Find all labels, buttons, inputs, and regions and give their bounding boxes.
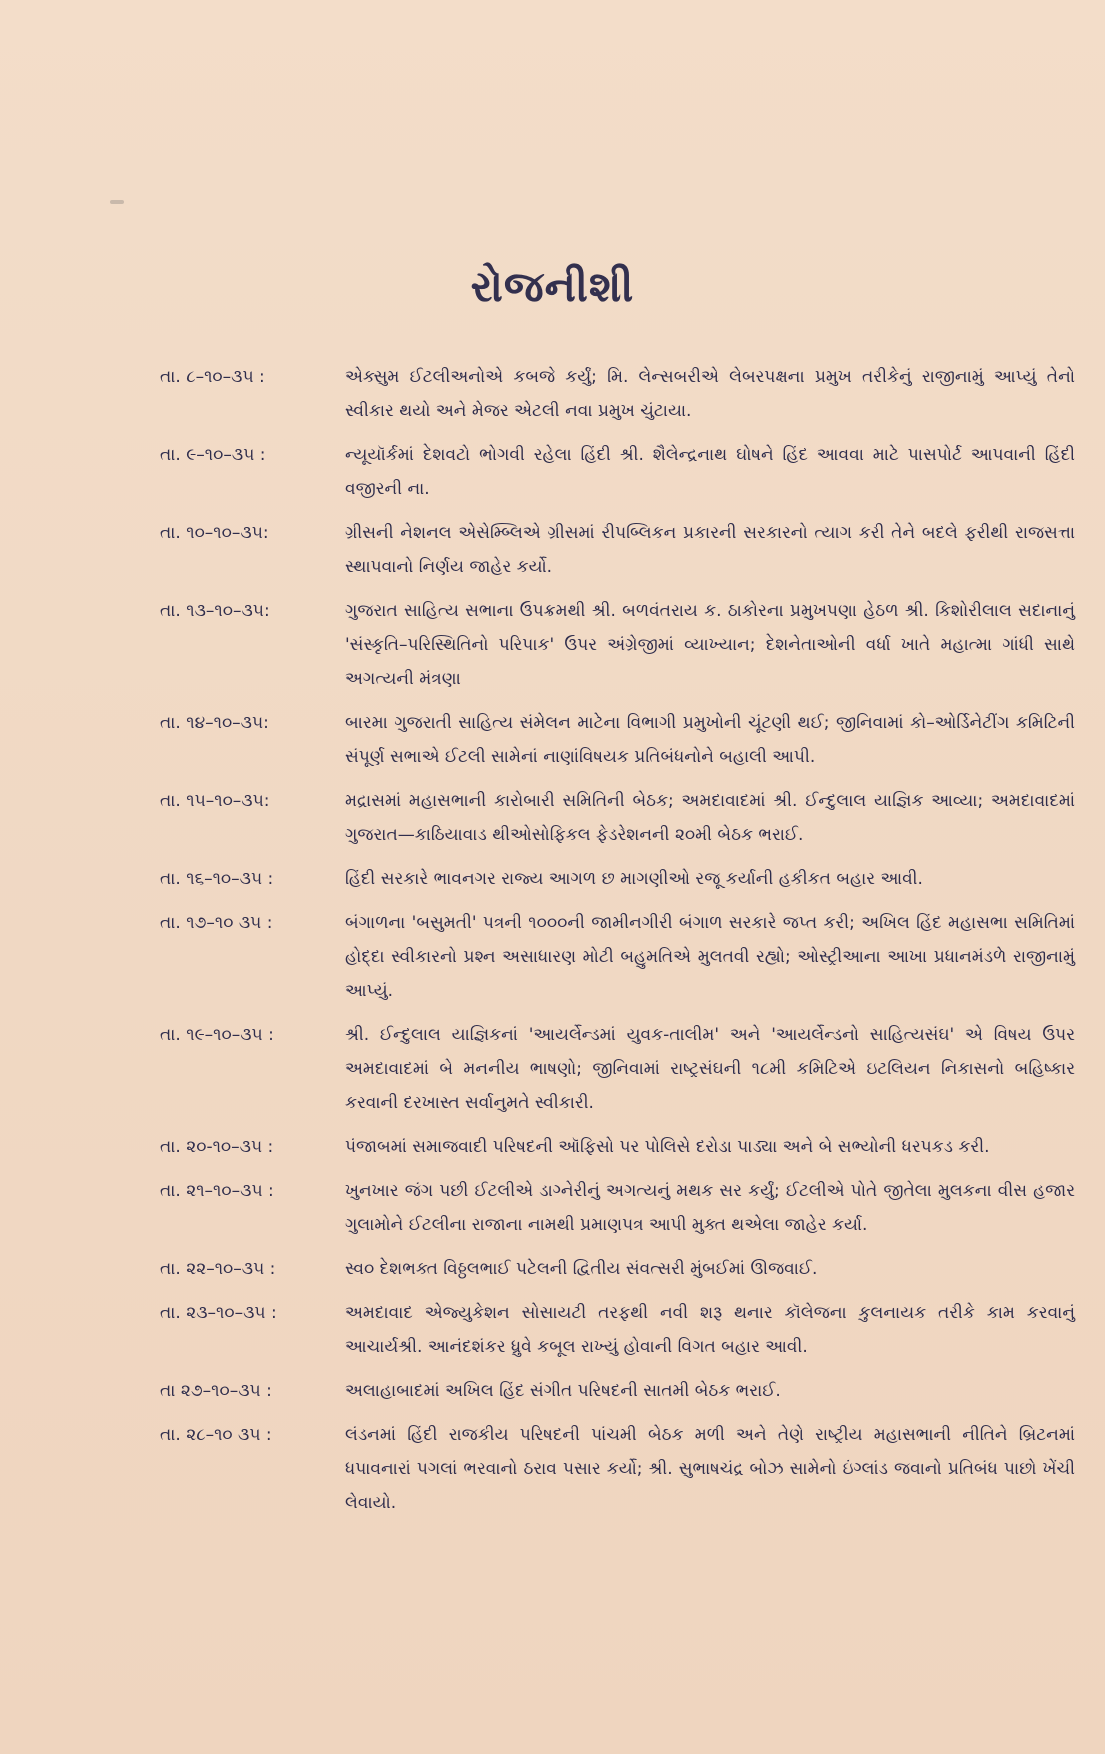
diary-entry [160, 1374, 1075, 1408]
entry-date: તા. ૮–૧૦–૩૫ : [160, 367, 265, 387]
entry-text: અમદાવાદ એજ્યુકેશન સોસાયટી તરફથી નવી શરૂ થનાર કૉલેજના કુલનાયક તરીકે કામ કરવાનું આચાર્યશ્રી. આનંદશંકર ધ્રુવે કબૂલ રાખ્યું હોવાની વિગત બહાર આવી. [345, 1303, 1075, 1357]
entry-text: ગ્રીસની નેશનલ એસેમ્બ્લિએ ગ્રીસમાં રીપબ્લિકન પ્રકારની સરકારનો ત્યાગ કરી તેને બદલે ફરીથી રાજસત્તા સ્થાપવાનો નિર્ણય જાહેર કર્યો. [345, 523, 1075, 577]
entry-date: તા ૨૭–૧૦–૩૫ : [160, 1381, 272, 1401]
entry-text: ગુજરાત સાહિત્ય સભાના ઉપક્રમથી શ્રી. બળવંતરાય ક. ઠાકોરના પ્રમુખપણા હેઠળ શ્રી. કિશોરીલાલ સદાનાનું 'સંસ્કૃતિ–પરિસ્થિતિનો પરિપાક' ઉપર અંગ્રેજીમાં વ્યાખ્યાન; દેશનેતાઓની વર્ધા ખાતે મહાત્મા ગાંધી સાથે અગત્યની મંત્રણા [345, 601, 1075, 689]
entry-text: બંગાળના 'બસુમતી' પત્રની ૧૦૦૦ની જામીનગીરી બંગાળ સરકારે જપ્ત કરી; અખિલ હિંદ મહાસભા સમિતિમાં હોદ્દા સ્વીકારનો પ્રશ્ન અસાધારણ મોટી બહુમતિએ મુલતવી રહ્યો; ઓસ્ટ્રીઆના આખા પ્રધાનમંડળે રાજીનામું આપ્યું. [345, 913, 1075, 1001]
diary-entry [160, 906, 1075, 1008]
entry-date: તા. ૨૩–૧૦–૩૫ : [160, 1303, 277, 1323]
entry-date: તા. ૯–૧૦–૩૫ : [160, 445, 266, 465]
entry-date: તા. ૧૬–૧૦–૩૫ : [160, 869, 274, 889]
entry-date: તા. ૧૫–૧૦–૩૫: [160, 791, 270, 811]
page-title: રોજનીશી [470, 262, 635, 311]
entry-text: શ્રી. ઈન્દુલાલ યાજ્ઞિકનાં 'આયર્લેન્ડમાં યુવક-તાલીમ' અને 'આયર્લેન્ડનો સાહિત્યસંઘ' એ વિષય ઉપર અમદાવાદમાં બે મનનીય ભાષણો; જીનિવામાં રાષ્ટ્રસંઘની ૧૮મી કમિટિએ ઇટલિયન નિકાસનો બહિષ્કાર કરવાની દરખાસ્ત સર્વાનુમતે સ્વીકારી. [345, 1025, 1075, 1113]
entry-text: બારમા ગુજરાતી સાહિત્ય સંમેલન માટેના વિભાગી પ્રમુખોની ચૂંટણી થઈ; જીનિવામાં કો–ઓર્ડિનેટીંગ કમિટિની સંપૂર્ણ સભાએ ઈટલી સામેનાં નાણાંવિષયક પ્રતિબંધનોને બહાલી આપી. [345, 713, 1075, 767]
diary-entry [160, 516, 1075, 584]
entry-text: હિંદી સરકારે ભાવનગર રાજ્ય આગળ છ માગણીઓ રજૂ કર્યાની હકીકત બહાર આવી. [345, 869, 923, 889]
diary-entry [160, 1296, 1075, 1364]
diary-entry [160, 1418, 1075, 1520]
diary-entry [160, 784, 1075, 852]
diary-entry [160, 594, 1075, 696]
entry-text: ખુનખાર જંગ પછી ઈટલીએ ડાગ્નેરીનું અગત્યનું મથક સર કર્યું; ઈટલીએ પોતે જીતેલા મુલકના વીસ હજાર ગુલામોને ઈટલીના રાજાના નામથી પ્રમાણપત્ર આપી મુક્ત થએલા જાહેર કર્યા. [345, 1181, 1075, 1235]
entry-date: તા. ૨૮–૧૦ ૩૫ : [160, 1425, 272, 1445]
diary-entry [160, 1130, 1075, 1164]
entry-text: એક્સુમ ઈટલીઅનોએ કબજે કર્યું; મિ. લેન્સબરીએ લેબરપક્ષના પ્રમુખ તરીકેનું રાજીનામું આપ્યું તેનો સ્વીકાર થયો અને મેજર એટલી નવા પ્રમુખ ચુંટાયા. [345, 367, 1075, 421]
entry-text: મદ્રાસમાં મહાસભાની કારોબારી સમિતિની બેઠક; અમદાવાદમાં શ્રી. ઈન્દુલાલ યાજ્ઞિક આવ્યા; અમદાવાદમાં ગુજરાત—કાઠિયાવાડ થીઓસોફિકલ ફેડરેશનની ૨૦મી બેઠક ભરાઈ. [345, 791, 1075, 845]
paper-stain [110, 200, 124, 204]
entry-text: લંડનમાં હિંદી રાજકીય પરિષદની પાંચમી બેઠક મળી અને તેણે રાષ્ટ્રીય મહાસભાની નીતિને બ્રિટનમાં ધપાવનારાં પગલાં ભરવાનો ઠરાવ પસાર કર્યો; શ્રી. સુભાષચંદ્ર બોઝ સામેનો ઇંગ્લાંડ જવાનો પ્રતિબંધ પાછો ખેંચી લેવાયો. [345, 1425, 1075, 1513]
entry-date: તા. ૨૦-૧૦–૩૫ : [160, 1137, 274, 1157]
entry-date: તા. ૧૯–૧૦–૩૫ : [160, 1025, 274, 1045]
entry-date: તા. ૨૨–૧૦–૩૫ : [160, 1259, 276, 1279]
diary-entry [160, 1252, 1075, 1286]
entry-date: તા. ૧૭–૧૦ ૩૫ : [160, 913, 273, 933]
diary-entries [160, 360, 1075, 1530]
entry-text: ન્યૂયૉર્કમાં દેશવટો ભોગવી રહેલા હિંદી શ્રી. શૈલેન્દ્રનાથ ઘોષને હિંદ આવવા માટે પાસપોર્ટ આપવાની હિંદી વજીરની ના. [345, 445, 1075, 499]
entry-text: પંજાબમાં સમાજવાદી પરિષદની ઑફિસો પર પોલિસે દરોડા પાડ્યા અને બે સભ્યોની ધરપકડ કરી. [345, 1137, 990, 1157]
diary-entry [160, 1018, 1075, 1120]
entry-text: અલાહાબાદમાં અખિલ હિંદ સંગીત પરિષદની સાતમી બેઠક ભરાઈ. [345, 1381, 781, 1401]
entry-text: સ્વ૦ દેશભક્ત વિઠ્ઠલભાઈ પટેલની દ્વિતીય સંવત્સરી મુંબઈમાં ઊજવાઈ. [345, 1259, 818, 1279]
diary-entry [160, 1174, 1075, 1242]
diary-entry [160, 706, 1075, 774]
diary-entry [160, 360, 1075, 428]
diary-entry [160, 438, 1075, 506]
entry-date: તા. ૧૪–૧૦–૩૫: [160, 713, 269, 733]
entry-date: તા. ૧૩–૧૦–૩૫: [160, 601, 270, 621]
diary-entry [160, 862, 1075, 896]
entry-date: તા. ૧૦–૧૦–૩૫: [160, 523, 269, 543]
entry-date: તા. ૨૧–૧૦–૩૫ : [160, 1181, 274, 1201]
